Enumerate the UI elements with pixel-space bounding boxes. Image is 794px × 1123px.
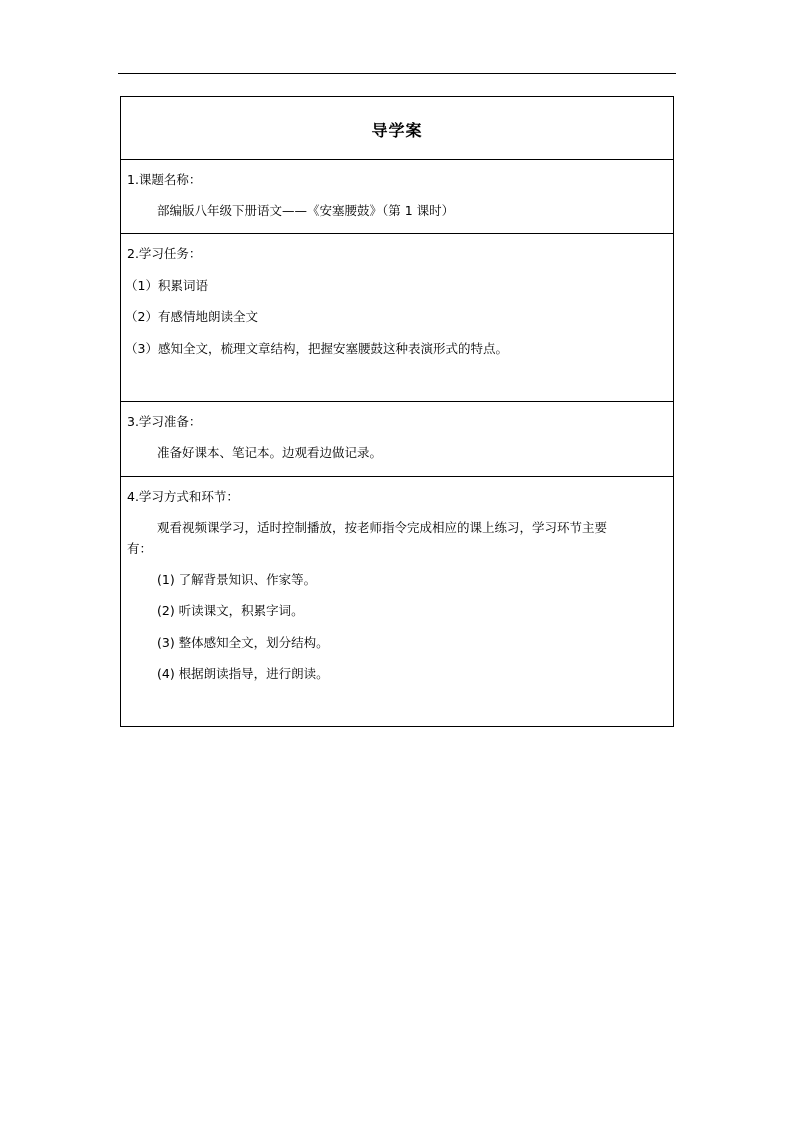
section-preparation-content: 准备好课本、笔记本。边观看边做记录。 bbox=[157, 445, 383, 460]
section-tasks-cell bbox=[121, 234, 674, 402]
task-item: （2）有感情地朗读全文 bbox=[125, 309, 258, 324]
section-topic-row bbox=[121, 160, 674, 234]
section-preparation-row bbox=[121, 402, 674, 477]
header-rule bbox=[118, 73, 676, 74]
title-row bbox=[121, 97, 674, 160]
document-title: 导学案 bbox=[371, 120, 423, 140]
section-tasks-row bbox=[121, 234, 674, 402]
section-topic-content: 部编版八年级下册语文——《安塞腰鼓》（第 1 课时） bbox=[157, 203, 455, 218]
section-preparation-heading: 3.学习准备： bbox=[127, 414, 202, 429]
study-guide-table bbox=[120, 96, 674, 727]
method-step-item: (2) 听读课文，积累字词。 bbox=[157, 603, 304, 618]
section-topic-cell bbox=[121, 160, 674, 234]
method-step-item: (4) 根据朗读指导，进行朗读。 bbox=[157, 666, 329, 681]
task-item: （3）感知全文，梳理文章结构，把握安塞腰鼓这种表演形式的特点。 bbox=[125, 341, 508, 356]
method-step-item: (1) 了解背景知识、作家等。 bbox=[157, 572, 317, 587]
section-method-intro-line1: 观看视频课学习，适时控制播放，按老师指令完成相应的课上练习，学习环节主要 bbox=[157, 520, 608, 535]
section-tasks-heading: 2.学习任务： bbox=[127, 246, 202, 261]
task-item: （1）积累词语 bbox=[125, 278, 208, 293]
section-topic-heading: 1.课题名称： bbox=[127, 172, 202, 187]
section-method-heading: 4.学习方式和环节： bbox=[127, 489, 239, 504]
section-preparation-cell bbox=[121, 402, 674, 477]
section-method-cell bbox=[121, 477, 674, 727]
section-method-intro-line2: 有： bbox=[127, 541, 153, 556]
section-method-row bbox=[121, 477, 674, 727]
title-cell bbox=[121, 97, 674, 160]
method-step-item: (3) 整体感知全文，划分结构。 bbox=[157, 635, 329, 650]
